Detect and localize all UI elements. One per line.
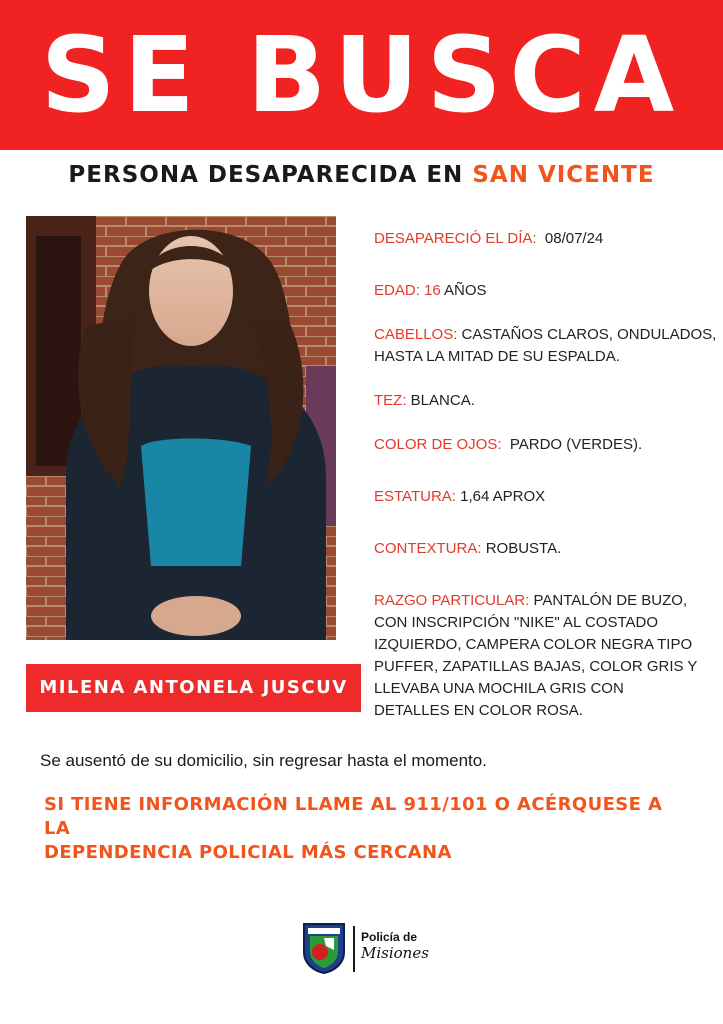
detail-feature xyxy=(374,590,723,722)
call-to-action xyxy=(44,793,684,865)
detail-eyes xyxy=(374,434,723,456)
detail-hair-value-2: HASTA LA MITAD DE SU ESPALDA. xyxy=(374,348,620,365)
call-to-action-line-2: DEPENDENCIA POLICIAL MÁS CERCANA xyxy=(44,842,452,863)
detail-feature-line-6: DETALLES EN COLOR ROSA. xyxy=(374,702,583,719)
detail-eyes-label: COLOR DE OJOS: xyxy=(374,436,502,453)
detail-feature-line-4: PUFFER, ZAPATILLAS BAJAS, COLOR GRIS Y xyxy=(374,658,698,675)
detail-date xyxy=(374,228,723,250)
police-shield-icon xyxy=(300,922,348,974)
header-banner xyxy=(0,0,723,150)
detail-hair xyxy=(374,324,723,368)
subtitle-location: SAN VICENTE xyxy=(472,162,655,188)
detail-feature-line-5: LLEVABA UNA MOCHILA GRIS CON xyxy=(374,680,624,697)
detail-age-unit: AÑOS xyxy=(444,282,487,299)
absence-note: Se ausentó de su domicilio, sin regresar hasta el momento. xyxy=(40,751,487,770)
detail-height-label: ESTATURA: xyxy=(374,488,456,505)
detail-build-label: CONTEXTURA: xyxy=(374,540,482,557)
detail-complexion xyxy=(374,390,723,412)
detail-build-value: ROBUSTA. xyxy=(485,540,562,557)
detail-height-value: 1,64 APROX xyxy=(460,488,546,505)
person-name: MILENA ANTONELA JUSCUV xyxy=(26,664,361,712)
banner-title: SE BUSCA xyxy=(40,14,683,136)
detail-complexion-label: TEZ: xyxy=(374,392,407,409)
person-photo xyxy=(26,216,336,640)
detail-feature-line-3: IZQUIERDO, CAMPERA COLOR NEGRA TIPO xyxy=(374,636,693,653)
detail-age-label: EDAD: xyxy=(374,282,420,299)
detail-age xyxy=(374,280,723,302)
subtitle xyxy=(0,162,723,188)
detail-feature-label: RAZGO PARTICULAR: xyxy=(374,592,530,609)
detail-eyes-value: PARDO (VERDES). xyxy=(509,436,643,453)
subtitle-prefix: PERSONA DESAPARECIDA EN xyxy=(68,162,473,188)
footer-org-line-1: Policía de xyxy=(361,930,418,944)
footer-org-line-2: Misiones xyxy=(361,944,429,962)
detail-complexion-value: BLANCA. xyxy=(410,392,475,409)
detail-date-label: DESAPARECIÓ EL DÍA: xyxy=(374,230,537,247)
detail-hair-value-1: CASTAÑOS CLAROS, ONDULADOS, xyxy=(461,326,717,343)
detail-age-number: 16 xyxy=(424,282,441,299)
detail-hair-label: CABELLOS: xyxy=(374,326,458,343)
person-photo-illustration xyxy=(26,216,336,640)
detail-build xyxy=(374,538,723,560)
call-to-action-line-1: SI TIENE INFORMACIÓN LLAME AL 911/101 O ACÉRQUESE A LA xyxy=(44,794,663,839)
detail-feature-line-1: PANTALÓN DE BUZO, xyxy=(533,592,688,609)
detail-height xyxy=(374,486,723,508)
footer-divider xyxy=(353,926,355,972)
detail-feature-line-2: CON INSCRIPCIÓN "NIKE" AL COSTADO xyxy=(374,614,659,631)
detail-date-value: 08/07/24 xyxy=(544,230,604,247)
